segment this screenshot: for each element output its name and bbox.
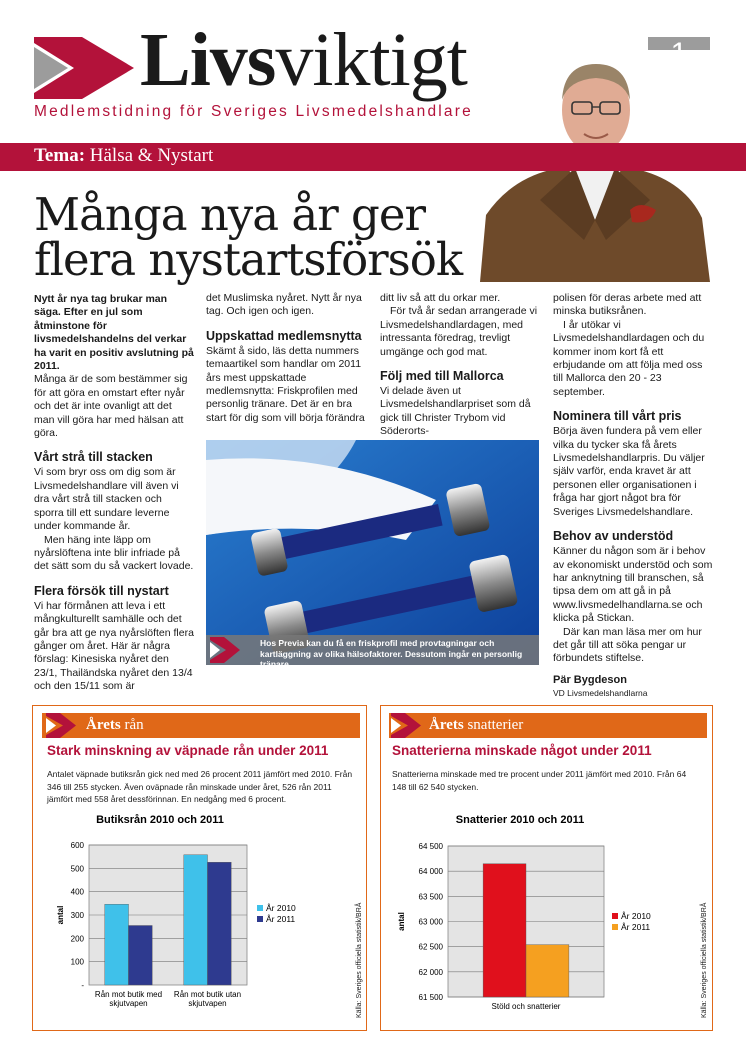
legend-entry: År 2011 (621, 922, 651, 932)
box-ran-header (42, 713, 360, 738)
article-paragraph: Känner du någon som är i behov av ekonomiskt understöd och som har anknytning till branschen, så tipsa dem om att gå in på www.livsmedelhandlarna.se och klicka på Stickan. (553, 545, 713, 625)
article-paragraph: det Muslimska nyåret. Nytt år nya tag. Och igen och igen. (206, 292, 362, 318)
signature-name: Pär Bygdeson (553, 673, 627, 686)
box-ran-head-bold: Årets (86, 717, 121, 733)
bar (105, 904, 129, 985)
chart-title: Butiksrån 2010 och 2011 (96, 814, 224, 826)
article-column-2 (206, 292, 366, 425)
headline-line2: flera nystartsförsök (34, 233, 463, 286)
chart-butiksran (47, 808, 347, 1026)
article-paragraph: Vi delade även ut Livsmedelshandlarpriset som då gick till Christer Trybom vid Söderorts- (380, 385, 531, 438)
y-tick-label: 62 500 (418, 942, 443, 952)
legend-swatch (257, 916, 263, 922)
box-snatterier-source: Källa: Sveriges officiella statistik/BRÅ (701, 902, 708, 1018)
theme-prefix: Tema: (34, 145, 86, 166)
box-snatterier-title: Snatterierna minskade något under 2011 (392, 743, 652, 758)
subheading-folj: Följ med till Mallorca (380, 369, 504, 384)
bar (483, 864, 526, 997)
article-paragraph: Många är de som bestämmer sig för att göra en omstart efter nyår och det är inte ovanligt att det man vill göra har med hälsan att göra. (34, 373, 188, 440)
y-tick-label: 63 000 (418, 917, 443, 927)
article-paragraph: Vi som bryr oss om dig som är Livsmedelshandlare vill även vi dra vårt strå till stacken och sporra till ett sundare leverne under kommande år. (34, 466, 179, 533)
legend-entry: År 2011 (266, 914, 296, 924)
article-column-1 (34, 293, 194, 694)
theme-label (34, 145, 213, 167)
headline-line1: Många nya år ger (34, 188, 425, 241)
y-tick-label: 63 500 (418, 892, 443, 902)
theme-value: Hälsa & Nystart (89, 145, 214, 166)
y-tick-label: 600 (70, 841, 84, 850)
x-tick-label: Stöld och snatterier (491, 1002, 561, 1011)
x-tick-label: skjutvapen (188, 999, 227, 1008)
y-tick-label: 62 000 (418, 967, 443, 977)
legend-entry: År 2010 (266, 903, 296, 913)
box-snatterier-arrow-icon (389, 713, 429, 738)
y-tick-label: 500 (70, 864, 84, 874)
chart-title: Snatterier 2010 och 2011 (455, 814, 585, 826)
article-column-3 (380, 292, 540, 439)
legend-swatch (612, 913, 618, 919)
article-paragraph: I år utökar vi Livsmedelshandlardagen och du kommer inom kort få ett erbjudande om att följa med oss till Mallorca den 20 - 23 september. (553, 318, 705, 398)
photo-caption: Hos Previa kan du få en friskprofil med provtagningar och kartläggning av olika hälsofaktorer. Dessutom ingår en personlig tränare. (206, 635, 539, 665)
article-paragraph: Men häng inte läpp om nyårslöftena inte blir infriade på det sätt som du så vackert lovade. (34, 533, 194, 573)
y-tick-label: 400 (70, 887, 84, 897)
article-paragraph: Där kan man läsa mer om hur det går till att söka pengar ur förbundets stiftelse. (553, 625, 702, 665)
box-ran-source: Källa: Sveriges officiella statistik/BRÅ (356, 902, 363, 1018)
masthead-title-bold: Livs (140, 18, 276, 102)
y-tick-label: 64 500 (418, 842, 443, 851)
box-snatterier-text: Snatterierna minskade med tre procent under 2011 jämfört med 2010. Från 64 148 till 62 540 stycken. (392, 769, 687, 792)
y-tick-label: - (81, 981, 84, 990)
box-snatterier-header (389, 713, 707, 738)
masthead-title (140, 20, 467, 100)
y-tick-label: 64 000 (418, 867, 443, 877)
bar (129, 926, 153, 986)
bar (208, 862, 232, 985)
y-axis-label: antal (397, 912, 406, 931)
y-tick-label: 61 500 (418, 993, 443, 1002)
article-paragraph: Börja även fundera på vem eller vilka du tycker ska få årets Livsmedelshandlarpris. Du väljer själv varför, enda kravet är att personen eller organisationen i fråga har gjort något bra för Sveriges Livsmedelshandlare. (553, 425, 705, 518)
masthead-logo-arrow (34, 37, 134, 99)
article-paragraph: Vi har förmånen att leva i ett mångkulturellt samhälle och det går bra att ge nya nyårslöften flera gånger om året. Här är några förslag: Kinesiska nyåret den 23/1, Thailändska nyåret den 13/4 och den 15/11 som är (34, 599, 194, 693)
legend-swatch (612, 924, 618, 930)
subheading-stra: Vårt strå till stacken (34, 450, 153, 465)
article-paragraph: ditt liv så att du orkar mer. (380, 292, 501, 304)
article-column-4 (553, 292, 713, 701)
y-tick-label: 300 (70, 911, 84, 920)
subheading-nominera: Nominera till vårt pris (553, 409, 682, 424)
article-lead: Nytt år nya tag brukar man säga. Efter en jul som åtminstone för livsmedelshandelns del verkar ha varit en positiv avslutning på 2011. (34, 293, 194, 373)
subheading-flera: Flera försök till nystart (34, 583, 169, 598)
article-paragraph: polisen för deras arbete med att minska butiksrånen. (553, 292, 702, 318)
caption-arrow-icon (206, 637, 250, 663)
masthead-title-rest: viktigt (275, 18, 467, 102)
x-tick-label: Rån mot butik med (94, 990, 163, 999)
signature-title: VD Livsmedelshandlarna (553, 688, 648, 699)
box-ran-text: Antalet väpnade butiksrån gick ned med 26 procent 2011 jämfört med 2010. Från 346 till 255 stycken. Även oväpnade rån minskade under året, 526 rån 2011 jämfört med 558 året dessförinnan. En nedgång med 6 procent. (47, 769, 353, 804)
box-ran-head-rest: rån (120, 717, 144, 733)
x-tick-label: skjutvapen (109, 999, 148, 1008)
box-ran-title: Stark minskning av väpnade rån under 2011 (47, 743, 329, 758)
subheading-uppskattad: Uppskattad medlemsnytta (206, 328, 362, 343)
headline (34, 188, 463, 286)
y-axis-label: antal (56, 905, 65, 925)
box-snatterier-head-rest: snatterier (463, 717, 524, 733)
y-tick-label: 100 (70, 957, 84, 967)
subheading-behov: Behov av understöd (553, 529, 674, 544)
masthead-subtitle: Medlemstidning för Sveriges Livsmedelshandlare (34, 103, 473, 120)
box-snatterier-head-bold: Årets (429, 717, 464, 733)
legend-swatch (257, 905, 263, 911)
article-paragraph: Skämt å sido, läs detta nummers temaartikel som handlar om 2011 års mest uppskattade medlemsnytta: Friskprofilen med personlig tränare. Det är en bra start för dig som vill börja förändra (206, 344, 365, 424)
chart-snatterier (392, 808, 696, 1026)
article-paragraph: För två år sedan arrangerade vi Livsmedelshandlardagen, med intressanta föredrag, trevligt umgänge och god mat. (380, 305, 538, 358)
y-tick-label: 200 (70, 934, 84, 944)
box-ran-arrow-icon (44, 713, 84, 738)
legend-entry: År 2010 (621, 911, 651, 921)
photo-dumbbells (206, 440, 539, 665)
x-tick-label: Rån mot butik utan (173, 990, 242, 999)
bar (184, 855, 208, 985)
bar (526, 945, 569, 997)
